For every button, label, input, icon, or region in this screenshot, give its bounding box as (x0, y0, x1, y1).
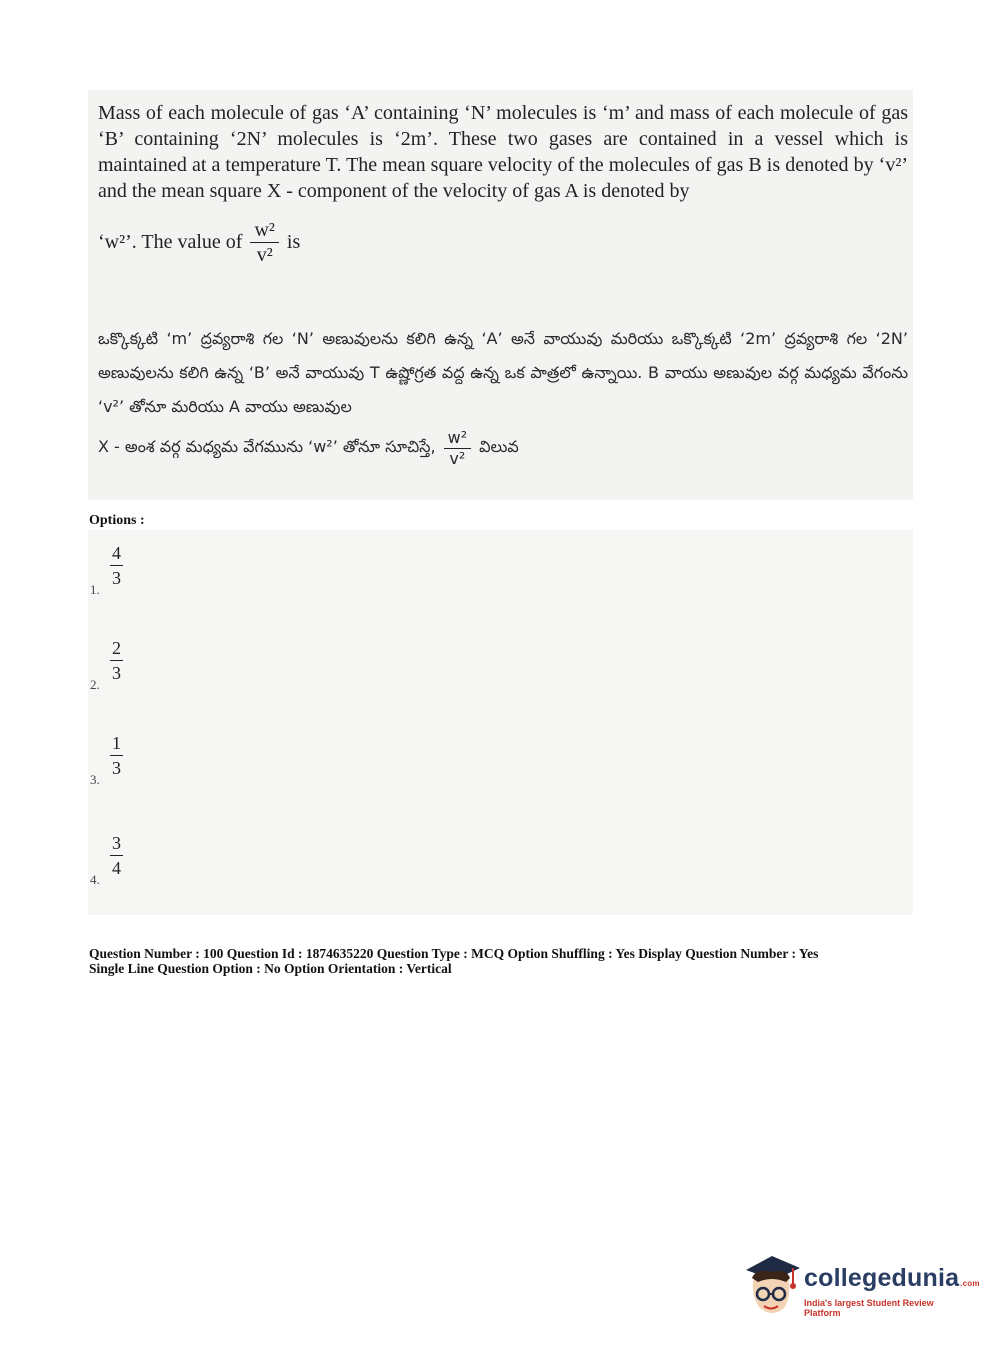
telugu-last-suffix: విలువ (479, 437, 519, 456)
mascot-icon (742, 1248, 804, 1318)
option-fraction (110, 639, 123, 682)
options-list (88, 530, 913, 915)
option-denominator: 4 (112, 858, 121, 878)
option-2[interactable] (88, 633, 208, 693)
metadata-line-1: Question Number : 100 Question Id : 1874635220 Question Type : MCQ Option Shuffling : Yes Display Question Number : Yes (89, 946, 819, 961)
option-numerator: 3 (110, 834, 123, 856)
english-last-prefix: ‘w²’. The value of (98, 231, 243, 253)
question-english-text: Mass of each molecule of gas ‘A’ containing ‘N’ molecules is ‘m’ and mass of each molecule of gas ‘B’ containing ‘2N’ molecules is ‘2m’. These two gases are contained in a vessel which is maintained at a temperature T. The mean square velocity of the molecules of gas B is denoted by ‘v²’ and the mean square X - component of the velocity of gas A is denoted by (98, 102, 908, 202)
telugu-last-prefix: X - అంశ వర్గ మధ్యమ వేగమును ‘w²’ తోనూ సూచిస్తే, (98, 437, 436, 456)
english-last-suffix: is (286, 231, 301, 253)
telugu-fraction-numerator: w² (444, 430, 472, 449)
option-number: 3. (90, 772, 100, 787)
metadata-line-2: Single Line Question Option : No Option Orientation : Vertical (89, 961, 452, 976)
question-telugu-last-line (98, 430, 519, 467)
question-image (88, 90, 913, 500)
option-denominator: 3 (112, 568, 121, 588)
option-4[interactable] (88, 828, 208, 888)
option-number: 2. (90, 677, 100, 692)
option-denominator: 3 (112, 663, 121, 683)
options-label: Options : (89, 513, 145, 528)
option-1[interactable] (88, 538, 208, 598)
logo-wordmark-text: collegedunia (804, 1264, 960, 1292)
option-number: 1. (90, 582, 100, 597)
logo-tagline: India's largest Student Review Platform (804, 1298, 934, 1318)
option-number: 4. (90, 872, 100, 887)
question-telugu-text: ఒక్కొక్కటి ‘m’ ద్రవ్యరాశి గల ‘N’ అణువులను కలిగి ఉన్న ‘A’ అనే వాయువు మరియు ఒక్కొక్కటి ‘2m’ ద్రవ్యరాశి గల ‘2N’ అణువులను కలిగి ఉన్న ‘B’ అనే వాయువు T ఉష్ణోగ్రత వద్ద ఉన్న ఒక పాత్రలో ఉన్నాయి. B వాయు అణువుల వర్గ మధ్యమ వేగంను ‘v²’ తోనూ మరియు A వాయు అణువుల (98, 329, 908, 416)
option-numerator: 4 (110, 544, 123, 566)
logo-wordmark (804, 1264, 980, 1293)
option-numerator: 1 (110, 734, 123, 756)
fraction-numerator: w² (250, 220, 278, 243)
option-denominator: 3 (112, 758, 121, 778)
option-3[interactable] (88, 728, 208, 788)
logo-suffix: .com (960, 1279, 980, 1288)
fraction-denominator: v² (256, 244, 273, 266)
option-fraction (110, 544, 123, 587)
option-fraction (110, 834, 123, 877)
collegedunia-logo (742, 1248, 980, 1323)
question-english-last-line (98, 220, 300, 265)
ratio-fraction (250, 220, 278, 265)
telugu-fraction-denominator: v² (449, 449, 466, 468)
option-fraction (110, 734, 123, 777)
option-numerator: 2 (110, 639, 123, 661)
telugu-ratio-fraction (444, 430, 472, 467)
question-metadata (89, 946, 929, 976)
